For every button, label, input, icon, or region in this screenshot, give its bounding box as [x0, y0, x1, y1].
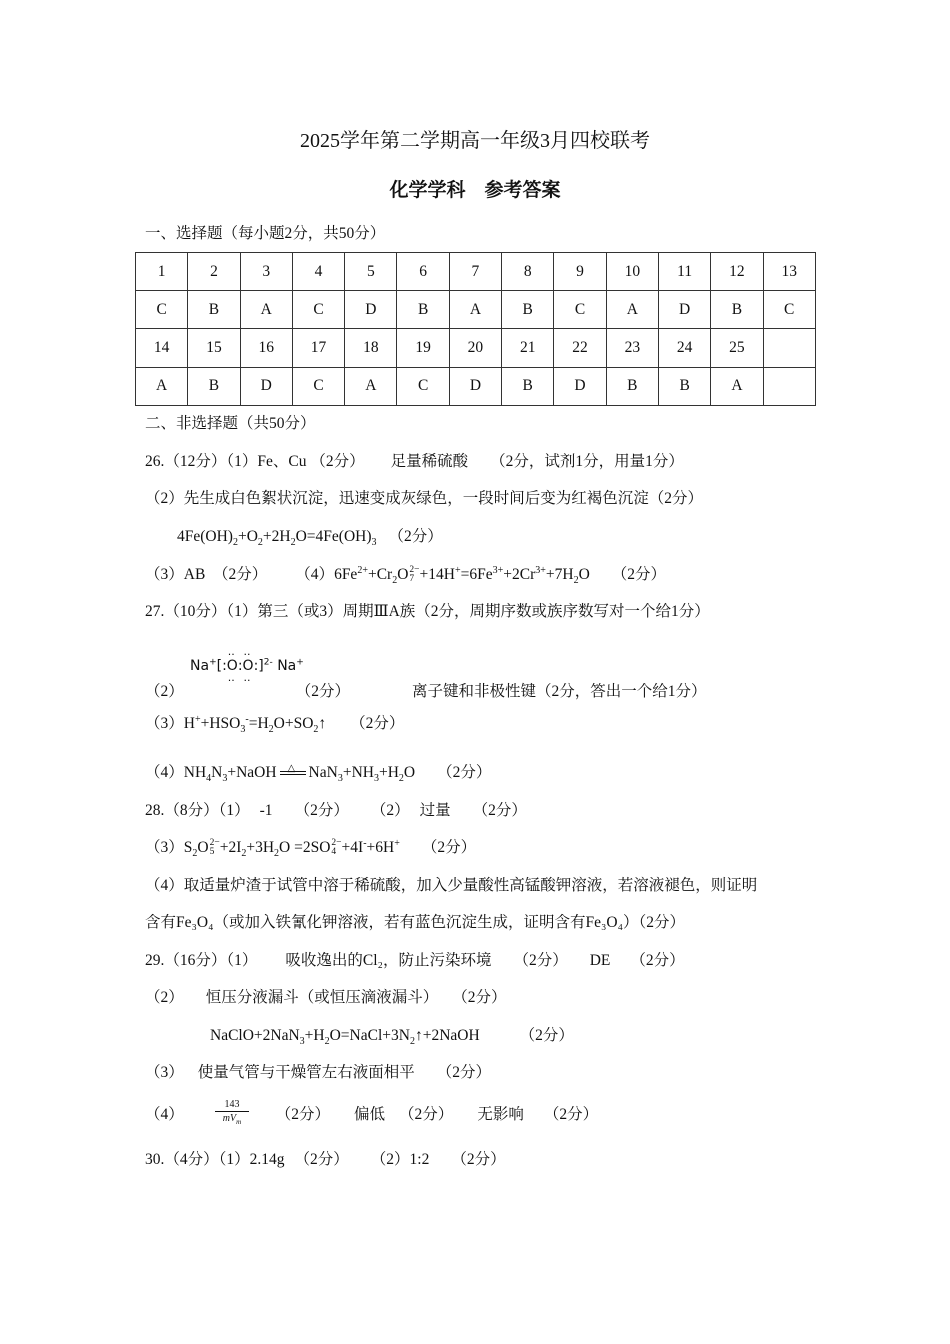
q-ans-24: B [658, 367, 710, 405]
q26-line4: （3）AB （2分） $(4)6Fe^{2+}+Cr_2O$ 2− 7 $+14H^+=6Fe^{3+}+2Cr^{3+}+7H_2O$ （2分） [145, 564, 667, 587]
q26-equation-1: $4Fe(OH)_2+O_2+2H_2O=4Fe(OH)_3$ （2分） [177, 528, 443, 549]
q-ans-12: B [711, 291, 763, 329]
q-ans-15: B [188, 367, 240, 405]
q-num-6: 6 [397, 253, 449, 291]
page-title: 2025学年第二学期高一年级3月四校联考 [300, 130, 650, 152]
q-num-15: 15 [188, 329, 240, 367]
q-ans-13: C [763, 291, 815, 329]
q-ans-9: C [554, 291, 606, 329]
q-num-10: 10 [606, 253, 658, 291]
q29-line2: （2） 恒压分液漏斗（或恒压滴液漏斗） （2分） [145, 989, 507, 1006]
q27-line4: $(4)NH_4N_3+NaOH$ △ $NaN_3+NH_3+H_2O$ （2分） [145, 763, 492, 785]
q-ans-7: A [449, 291, 501, 329]
section1-heading: 一、选择题（每小题2分，共50分） [145, 225, 386, 242]
q-ans-1: C [136, 291, 188, 329]
q-ans-23: B [606, 367, 658, 405]
empty-cell [763, 367, 815, 405]
q-ans-3: A [240, 291, 292, 329]
q-num-5: 5 [345, 253, 397, 291]
page-subtitle: 化学学科 参考答案 [389, 179, 561, 201]
q-ans-21: B [502, 367, 554, 405]
q-num-17: 17 [292, 329, 344, 367]
q28-line1: 28.（8分）（1） -1 （2分） （2） 过量 （2分） [145, 802, 527, 819]
q27-line3: $(3)H^++HSO_3^-=H_2O+SO_2↑$ （2分） [145, 713, 405, 736]
q-num-14: 14 [136, 329, 188, 367]
q29-line1: 29.（16分）（1） 吸收逸出的Cl₂，防止污染环境 （2分） DE （2分） [145, 952, 685, 969]
q-ans-17: C [292, 367, 344, 405]
fraction-143-over-mvm: 143 $mV_m$ [215, 1099, 249, 1124]
q-num-8: 8 [502, 253, 554, 291]
q-ans-8: B [502, 291, 554, 329]
q-ans-25: A [711, 367, 763, 405]
q30-line1: 30.（4分）（1）2.14g （2分） （2）1:2 （2分） [145, 1151, 506, 1168]
q-ans-4: C [292, 291, 344, 329]
q-ans-20: D [449, 367, 501, 405]
q-num-22: 22 [554, 329, 606, 367]
section2-heading: 二、非选择题（共50分） [145, 415, 316, 432]
q27-line1: 27.（10分）（1）第三（或3）周期ⅢA族（2分，周期序数或族序数写对一个给1分） [145, 603, 710, 620]
q-ans-2: B [188, 291, 240, 329]
q29-equation: $NaClO+2NaN_3+H_2O=NaCl+3N_2↑+2NaOH$ （2分） [210, 1027, 574, 1048]
q-num-20: 20 [449, 329, 501, 367]
empty-cell [763, 329, 815, 367]
q-num-19: 19 [397, 329, 449, 367]
q-ans-11: D [658, 291, 710, 329]
q29-line5: （4） （2分） 偏低 （2分） 无影响 （2分） [145, 1106, 599, 1123]
q-ans-10: A [606, 291, 658, 329]
table-row-answers-2 [136, 367, 816, 405]
q-num-4: 4 [292, 253, 344, 291]
q26-line2: （2）先生成白色絮状沉淀，迅速变成灰绿色，一段时间后变为红褐色沉淀（2分） [145, 490, 704, 507]
q27-line2: （2） （2分） 离子键和非极性键（2分，答出一个给1分） [145, 683, 707, 700]
q-num-24: 24 [658, 329, 710, 367]
q-ans-14: A [136, 367, 188, 405]
q-ans-16: D [240, 367, 292, 405]
table-row-numbers-1 [136, 253, 816, 291]
q-num-13: 13 [763, 253, 815, 291]
q-ans-19: C [397, 367, 449, 405]
q-num-25: 25 [711, 329, 763, 367]
q-ans-22: D [554, 367, 606, 405]
answer-table [135, 252, 816, 406]
q-num-11: 11 [658, 253, 710, 291]
q-ans-5: D [345, 291, 397, 329]
q28-line2: $(3)S_2O$ 2− 5 $+2I_2+3H_2O =2SO$ 2− 4 +4I-+6H+ （2分） [145, 837, 477, 860]
q28-line4: 含有Fe₃O₄（或加入铁氰化钾溶液，若有蓝色沉淀生成，证明含有Fe₃O₄）（2分） [145, 914, 686, 931]
q-num-2: 2 [188, 253, 240, 291]
q28-line3: （4）取适量炉渣于试管中溶于稀硫酸，加入少量酸性高锰酸钾溶液，若溶液褪色，则证明 [145, 877, 758, 894]
na2o2-lewis-structure: Na+[:.. O ..:.. O ..:]$^{2-}$ Na+ [190, 658, 304, 674]
q29-line4: （3） 使量气管与干燥管左右液面相平 （2分） [145, 1064, 492, 1081]
q-num-21: 21 [502, 329, 554, 367]
q-num-7: 7 [449, 253, 501, 291]
q-num-9: 9 [554, 253, 606, 291]
q-num-3: 3 [240, 253, 292, 291]
q-ans-6: B [397, 291, 449, 329]
q-num-23: 23 [606, 329, 658, 367]
q26-line1: 26.（12分）（1）Fe、Cu （2分） 足量稀硫酸 （2分，试剂1分，用量1分） [145, 453, 684, 470]
q-num-18: 18 [345, 329, 397, 367]
table-row-numbers-2 [136, 329, 816, 367]
q-num-1: 1 [136, 253, 188, 291]
q-num-16: 16 [240, 329, 292, 367]
q-num-12: 12 [711, 253, 763, 291]
table-row-answers-1 [136, 291, 816, 329]
heat-condition-icon: △ [280, 768, 306, 778]
q-ans-18: A [345, 367, 397, 405]
